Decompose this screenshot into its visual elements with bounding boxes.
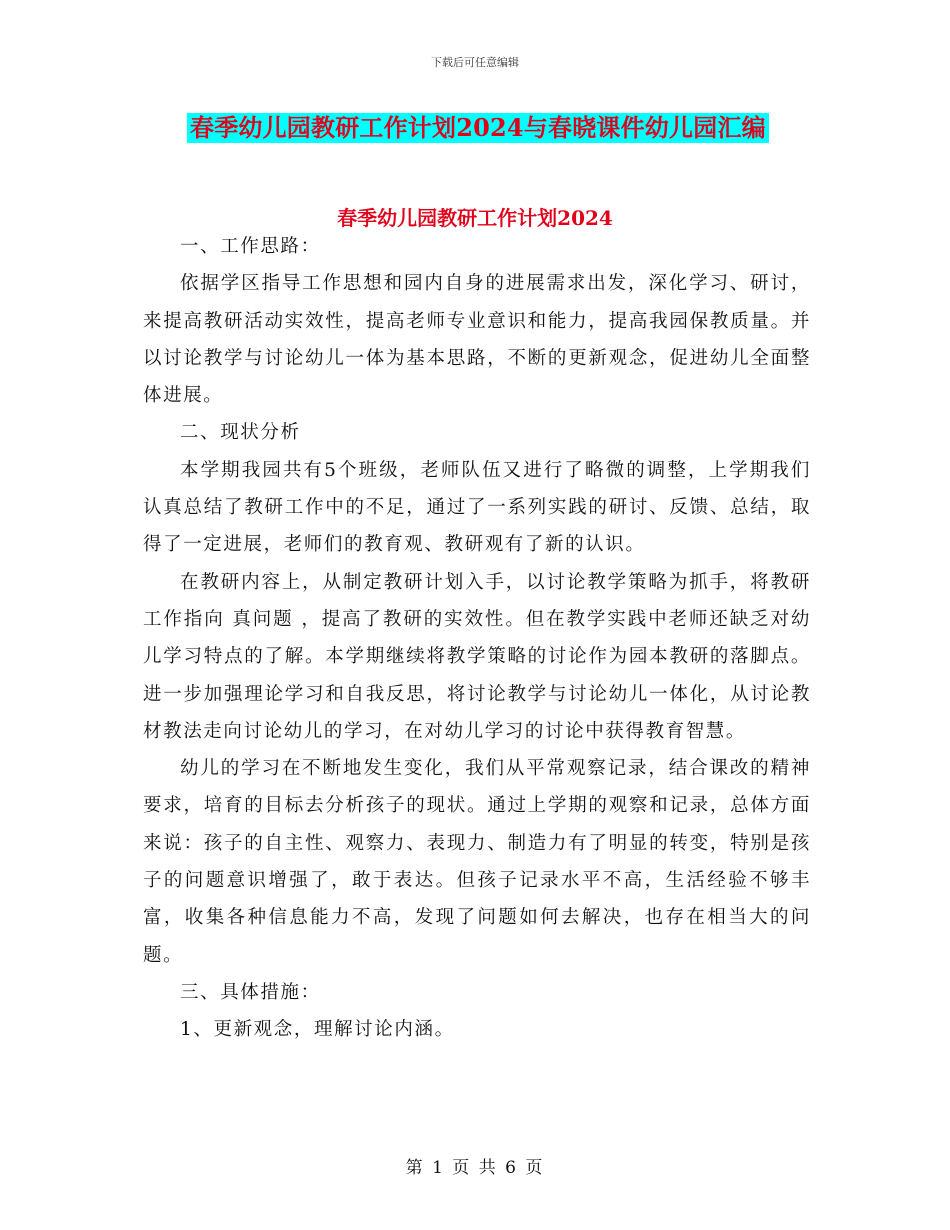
header-note: 下载后可任意编辑 [431, 56, 519, 69]
paragraph-work-approach: 依据学区指导工作思想和园内自身的进展需求出发，深化学习、研讨，来提高教研活动实效性，提高老师专业意识和能力，提高我园保教质量。并以讨论教学与讨论幼儿一体为基本思路，不断的更新观念，促进幼儿全面整体进展。 [143, 273, 811, 407]
document-title: 春季幼儿园教研工作计划2024与春晓课件幼儿园汇编 [187, 113, 769, 143]
section-title: 春季幼儿园教研工作计划2024 [337, 206, 613, 230]
paragraph-status-2: 在教研内容上，从制定教研计划入手，以讨论教学策略为抓手，将教研工作指向 真问题 ，提高了教研的实效性。但在教学实践中老师还缺乏对幼儿学习特点的了解。本学期继续将教学策略的讨论作为园本教研的落脚点。进一步加强理论学习和自我反思，将讨论教学与讨论幼儿一体化，从讨论教材教法走向讨论幼儿的学习，在对幼儿学习的讨论中获得教育智慧。 [143, 571, 811, 742]
body-text [143, 228, 811, 1049]
heading-work-approach: 一、工作思路： [180, 236, 321, 257]
paragraph-status-3: 幼儿的学习在不断地发生变化，我们从平常观察记录，结合课改的精神要求，培育的目标去分析孩子的现状。通过上学期的观察和记录，总体方面来说：孩子的自主性、观察力、表现力、制造力有了明显的转变，特别是孩子的问题意识增强了，敢于表达。但孩子记录水平不高，生活经验不够丰富，收集各种信息能力不高，发现了问题如何去解决，也存在相当大的问题。 [143, 758, 811, 966]
page-number-footer: 第 1 页 共 6 页 [405, 1158, 545, 1178]
heading-measures: 三、具体措施： [180, 981, 321, 1003]
paragraph-measure-1: 1、更新观念，理解讨论内涵。 [180, 1019, 455, 1041]
paragraph-status-1: 本学期我园共有5个班级，老师队伍又进行了略微的调整，上学期我们认真总结了教研工作中的不足，通过了一系列实践的研讨、反馈、总结，取得了一定进展，老师们的教育观、教研观有了新的认识。 [143, 459, 811, 556]
heading-status-analysis: 二、现状分析 [180, 422, 301, 444]
